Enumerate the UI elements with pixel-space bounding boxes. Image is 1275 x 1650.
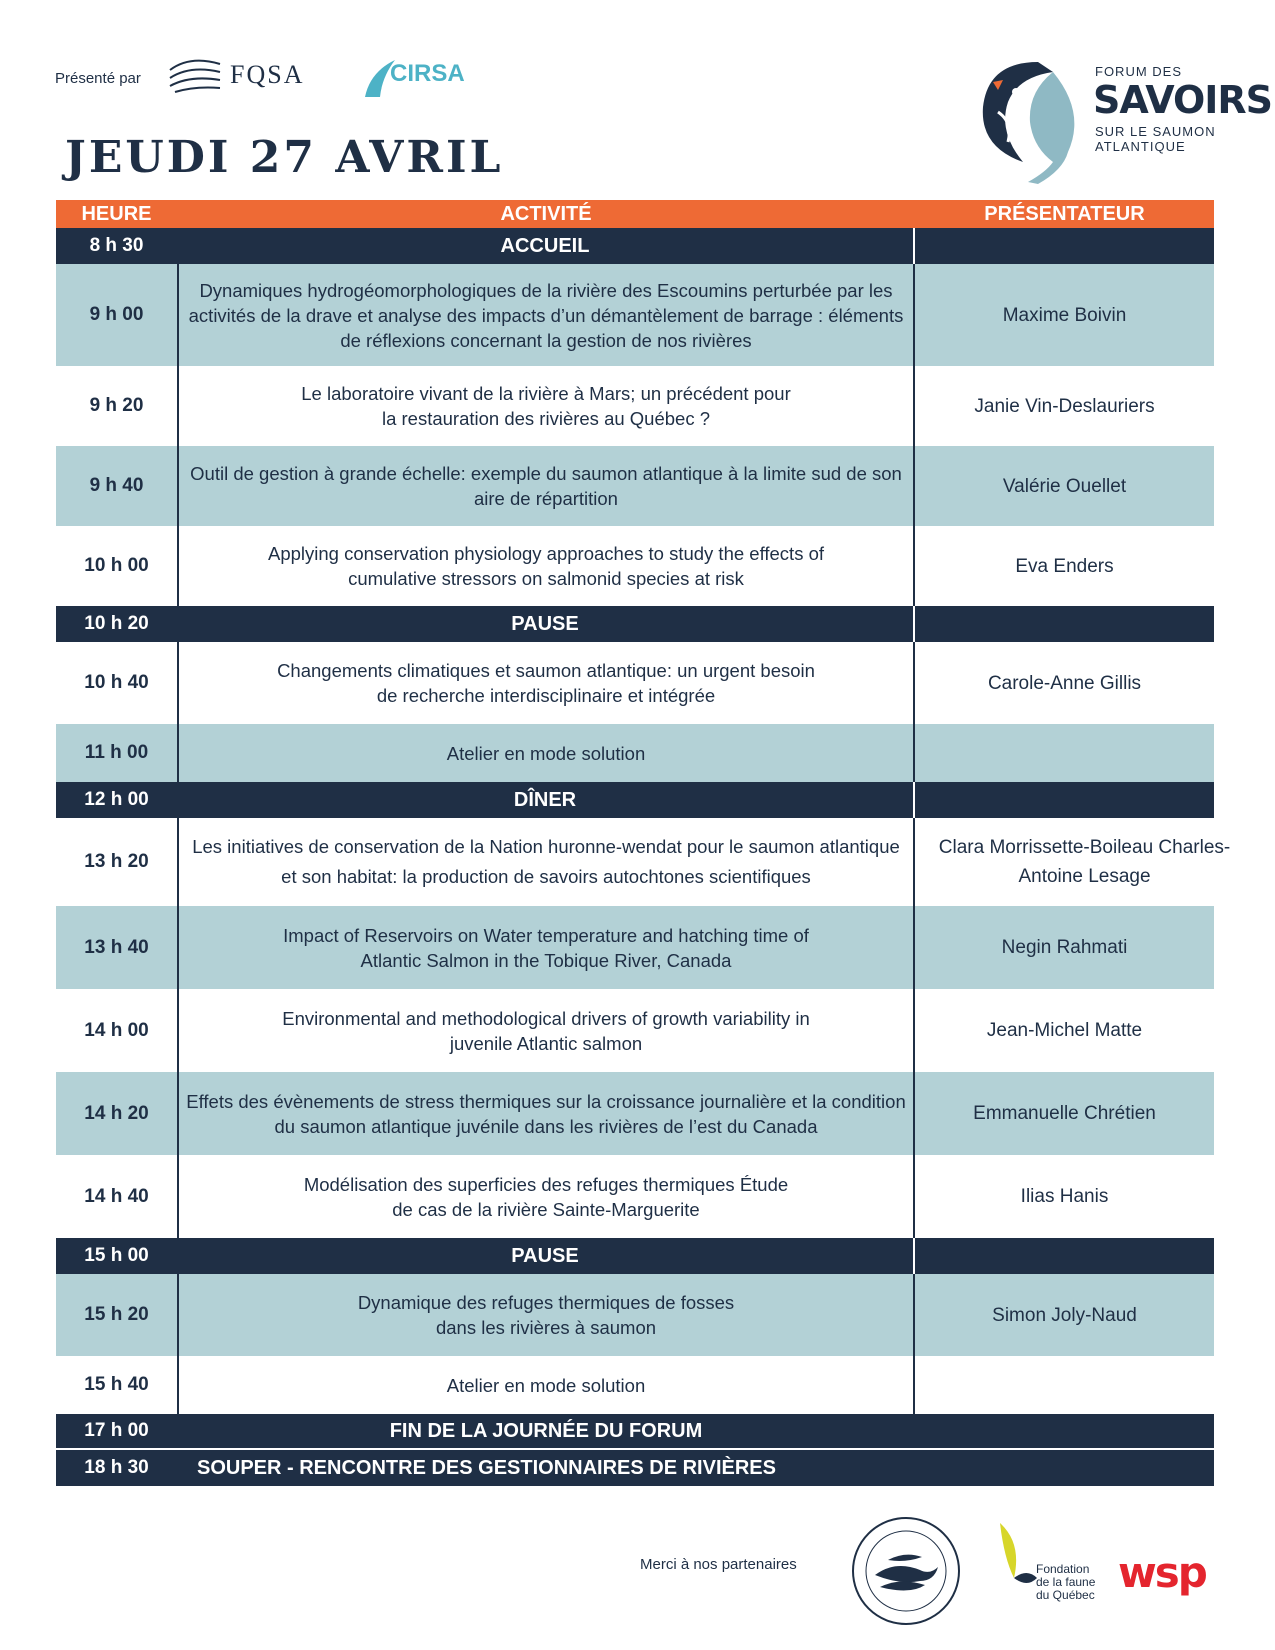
forum-logo-line3: SUR LE SAUMON xyxy=(1095,124,1216,139)
table-row xyxy=(56,642,1214,724)
row-activity: Atelier en mode solution xyxy=(177,724,915,782)
section-row xyxy=(56,1414,1214,1450)
row-activity: Le laboratoire vivant de la rivière à Mars; un précédent pour la restauration des rivières au Québec ? xyxy=(177,366,915,446)
section-label: PAUSE xyxy=(177,606,915,642)
row-time: 12 h 00 xyxy=(84,789,149,810)
row-time: 14 h 00 xyxy=(84,1019,149,1041)
table-row xyxy=(56,446,1214,526)
table-row xyxy=(56,1274,1214,1356)
table-row xyxy=(56,1072,1214,1155)
row-activity: Environmental and methodological drivers of growth variability in juvenile Atlantic salmon xyxy=(177,989,915,1072)
row-presenter: Valérie Ouellet xyxy=(1002,475,1127,497)
row-activity: Modélisation des superficies des refuges thermiques Étude de cas de la rivière Sainte-Marguerite xyxy=(177,1155,915,1238)
partners-thanks: Merci à nos partenaires xyxy=(640,1556,797,1573)
row-activity: Outil de gestion à grande échelle: exemple du saumon atlantique à la limite sud de son aire de répartition xyxy=(177,446,915,526)
row-activity: Effets des évènements de stress thermiques sur la croissance journalière et la condition du saumon atlantique juvénile dans les rivières de l’est du Canada xyxy=(177,1072,915,1155)
day-title: JEUDI 27 AVRIL xyxy=(65,132,504,183)
row-presenter: Emmanuelle Chrétien xyxy=(973,1103,1156,1124)
row-presenter: Janie Vin-Deslauriers xyxy=(974,395,1155,417)
forum-logo-line1: FORUM DES xyxy=(1095,64,1182,79)
table-row xyxy=(56,1356,1214,1414)
forum-logo-line2: SAVOIRS xyxy=(1093,78,1273,122)
header-presenter: PRÉSENTATEUR xyxy=(984,202,1145,225)
row-time: 11 h 00 xyxy=(84,742,149,763)
row-activity: Applying conservation physiology approaches to study the effects of cumulative stressors on salmonid species at risk xyxy=(177,526,915,606)
row-time: 10 h 00 xyxy=(84,555,149,576)
salmon-logo-icon xyxy=(968,52,1088,187)
table-row xyxy=(56,989,1214,1072)
row-presenter xyxy=(915,1356,1214,1414)
row-time: 14 h 40 xyxy=(84,1185,149,1207)
section-row xyxy=(56,228,1214,264)
row-activity: Dynamiques hydrogéomorphologiques de la rivière des Escoumins perturbée par les activités de la drave et analyse des impacts d’un démantèlement de barrage : éléments de réflexions concernant la gestion de nos rivières xyxy=(177,264,915,366)
row-time: 10 h 20 xyxy=(84,613,149,634)
row-time: 15 h 40 xyxy=(84,1374,149,1395)
section-row xyxy=(56,606,1214,642)
row-time: 9 h 00 xyxy=(89,304,144,325)
table-row xyxy=(56,724,1214,782)
row-presenter: Carole-Anne Gillis xyxy=(987,672,1142,694)
row-time: 17 h 00 xyxy=(84,1420,149,1441)
row-time: 14 h 20 xyxy=(84,1102,149,1124)
table-row xyxy=(56,264,1214,366)
table-row xyxy=(56,906,1214,989)
row-time: 9 h 20 xyxy=(89,395,144,416)
row-presenter: Ilias Hanis xyxy=(1020,1186,1109,1207)
row-activity: Impact of Reservoirs on Water temperature and hatching time of Atlantic Salmon in the Tobique River, Canada xyxy=(177,906,915,989)
row-presenter: Clara Morrissette-Boileau Charles-Antoine Lesage xyxy=(938,837,1231,887)
table-row xyxy=(56,526,1214,606)
table-row xyxy=(56,818,1231,906)
row-time: 13 h 20 xyxy=(84,851,149,872)
fqsa-logo-text: FQSA xyxy=(230,60,305,89)
salmon-federation-seal-icon xyxy=(850,1515,962,1627)
row-presenter: Negin Rahmati xyxy=(1001,937,1128,958)
row-time: 15 h 00 xyxy=(84,1245,149,1266)
row-time: 9 h 40 xyxy=(89,475,144,496)
table-row xyxy=(56,366,1214,446)
row-presenter: Maxime Boivin xyxy=(1002,304,1127,326)
presented-by-label: Présenté par xyxy=(55,70,141,87)
row-activity: Dynamique des refuges thermiques de fosses dans les rivières à saumon xyxy=(177,1274,915,1356)
row-time: 15 h 20 xyxy=(84,1304,149,1325)
cirsa-logo-text: CIRSA xyxy=(390,60,465,87)
wsp-logo: wsp xyxy=(1118,1548,1206,1597)
table-row xyxy=(56,1155,1214,1238)
fondation-faune-text: Fondation de la faune du Québec xyxy=(1036,1562,1096,1602)
fondation-faune-logo-icon xyxy=(992,1518,1042,1603)
row-activity: Changements climatiques et saumon atlantique: un urgent besoin de recherche interdisciplinaire et intégrée xyxy=(177,642,915,724)
section-row xyxy=(56,1450,1214,1486)
header-activity: ACTIVITÉ xyxy=(500,202,592,225)
forum-logo-line4: ATLANTIQUE xyxy=(1095,139,1186,154)
section-label: ACCUEIL xyxy=(177,228,915,264)
row-presenter: Jean-Michel Matte xyxy=(986,1020,1143,1041)
row-activity: Atelier en mode solution xyxy=(177,1356,915,1414)
row-time: 13 h 40 xyxy=(84,936,149,958)
schedule-table xyxy=(56,200,1231,1486)
row-time: 18 h 30 xyxy=(84,1457,149,1478)
row-presenter: Simon Joly-Naud xyxy=(992,1304,1137,1326)
section-label: PAUSE xyxy=(177,1238,915,1274)
section-label: DÎNER xyxy=(177,782,915,818)
header-time: HEURE xyxy=(81,202,152,225)
row-presenter xyxy=(915,724,1214,782)
section-row xyxy=(56,1238,1214,1274)
row-activity: Les initiatives de conservation de la Nation huronne-wendat pour le saumon atlantique et son habitat: la production de savoirs autochtones scientifiques xyxy=(177,818,915,906)
row-time: 10 h 40 xyxy=(84,672,149,693)
row-presenter: Eva Enders xyxy=(1015,555,1114,577)
section-label: SOUPER - RENCONTRE DES GESTIONNAIRES DE RIVIÈRES xyxy=(197,1456,776,1479)
section-row xyxy=(56,782,1214,818)
section-label: FIN DE LA JOURNÉE DU FORUM xyxy=(389,1419,703,1442)
row-time: 8 h 30 xyxy=(89,235,144,256)
table-header-row xyxy=(56,200,1214,228)
